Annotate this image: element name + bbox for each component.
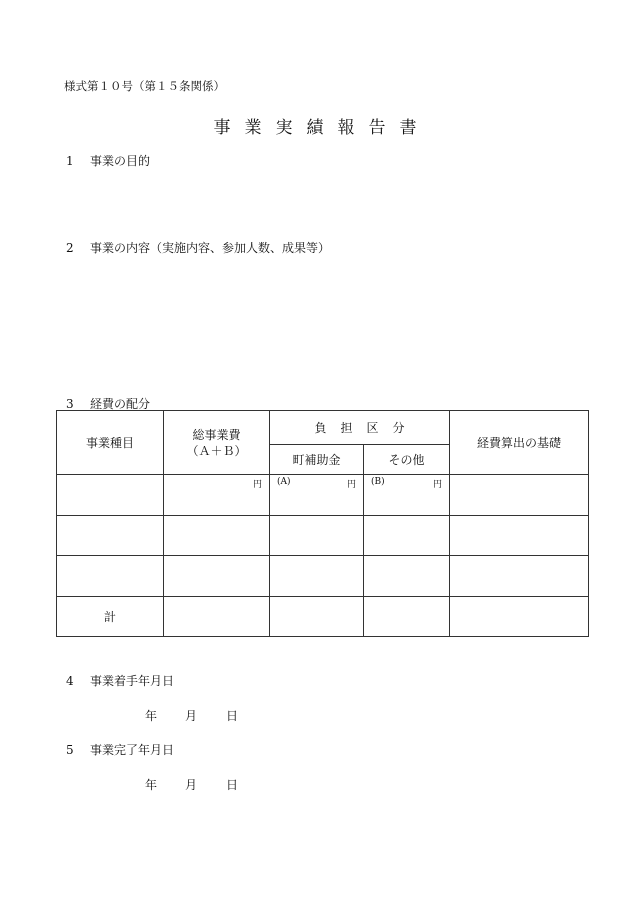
month-label: 月 (185, 778, 198, 792)
mark-a: (A) (277, 477, 291, 487)
cell-basis[interactable] (450, 475, 589, 516)
section-label: 事業着手年月日 (90, 674, 175, 688)
cell-town[interactable] (270, 597, 364, 637)
month-label: 月 (185, 709, 198, 723)
mark-b: (B) (371, 477, 385, 487)
year-label: 年 (145, 709, 158, 723)
section-start-date (66, 672, 174, 689)
cell-town[interactable] (270, 516, 364, 556)
section-number: 2 (66, 241, 74, 255)
cell-total[interactable] (164, 597, 270, 637)
total-label: 計 (57, 597, 164, 637)
section-content (66, 239, 330, 256)
day-label: 日 (226, 709, 239, 723)
section-end-date (66, 741, 174, 758)
expense-table (56, 410, 589, 637)
section-number: 5 (66, 743, 74, 757)
yen-unit: 円 (433, 480, 443, 490)
cell-basis[interactable] (450, 516, 589, 556)
section-number: 4 (66, 674, 74, 688)
form-number: 様式第１０号（第１５条関係） (64, 79, 225, 93)
cell-other[interactable] (364, 597, 450, 637)
section-label: 事業の内容（実施内容、参加人数、成果等） (90, 241, 331, 255)
section-label: 事業完了年月日 (90, 743, 175, 757)
cell-basis[interactable] (450, 597, 589, 637)
cell-other[interactable] (364, 516, 450, 556)
cell-total[interactable] (164, 516, 270, 556)
section-number: 1 (66, 154, 74, 168)
table-row (57, 475, 589, 516)
header-item: 事業種目 (57, 411, 164, 475)
cell-other[interactable] (364, 556, 450, 597)
day-label: 日 (226, 778, 239, 792)
cell-other[interactable] (364, 475, 450, 516)
yen-unit: 円 (346, 480, 356, 490)
section-purpose (66, 152, 150, 169)
cell-basis[interactable] (450, 556, 589, 597)
header-other: その他 (364, 445, 450, 475)
section-label: 経費の配分 (90, 397, 151, 411)
cell-item[interactable] (57, 556, 164, 597)
year-label: 年 (145, 778, 158, 792)
header-burden: 負担区分 (270, 411, 450, 445)
cell-town[interactable] (270, 556, 364, 597)
table-row (57, 516, 589, 556)
cell-town[interactable] (270, 475, 364, 516)
cell-total[interactable] (164, 556, 270, 597)
section-number: 3 (66, 397, 74, 411)
header-total (164, 411, 270, 475)
table-row-total (57, 597, 589, 637)
yen-unit: 円 (252, 480, 262, 490)
header-town-subsidy: 町補助金 (270, 445, 364, 475)
header-basis: 経費算出の基礎 (450, 411, 589, 475)
section-label: 事業の目的 (90, 154, 151, 168)
table-row (57, 556, 589, 597)
cell-item[interactable] (57, 475, 164, 516)
cell-total[interactable] (164, 475, 270, 516)
cell-item[interactable] (57, 516, 164, 556)
page-title: 事業実績報告書 (213, 118, 431, 138)
header-total-sub: （Ａ＋Ｂ） (186, 443, 247, 458)
header-total-label: 総事業費 (192, 427, 241, 442)
